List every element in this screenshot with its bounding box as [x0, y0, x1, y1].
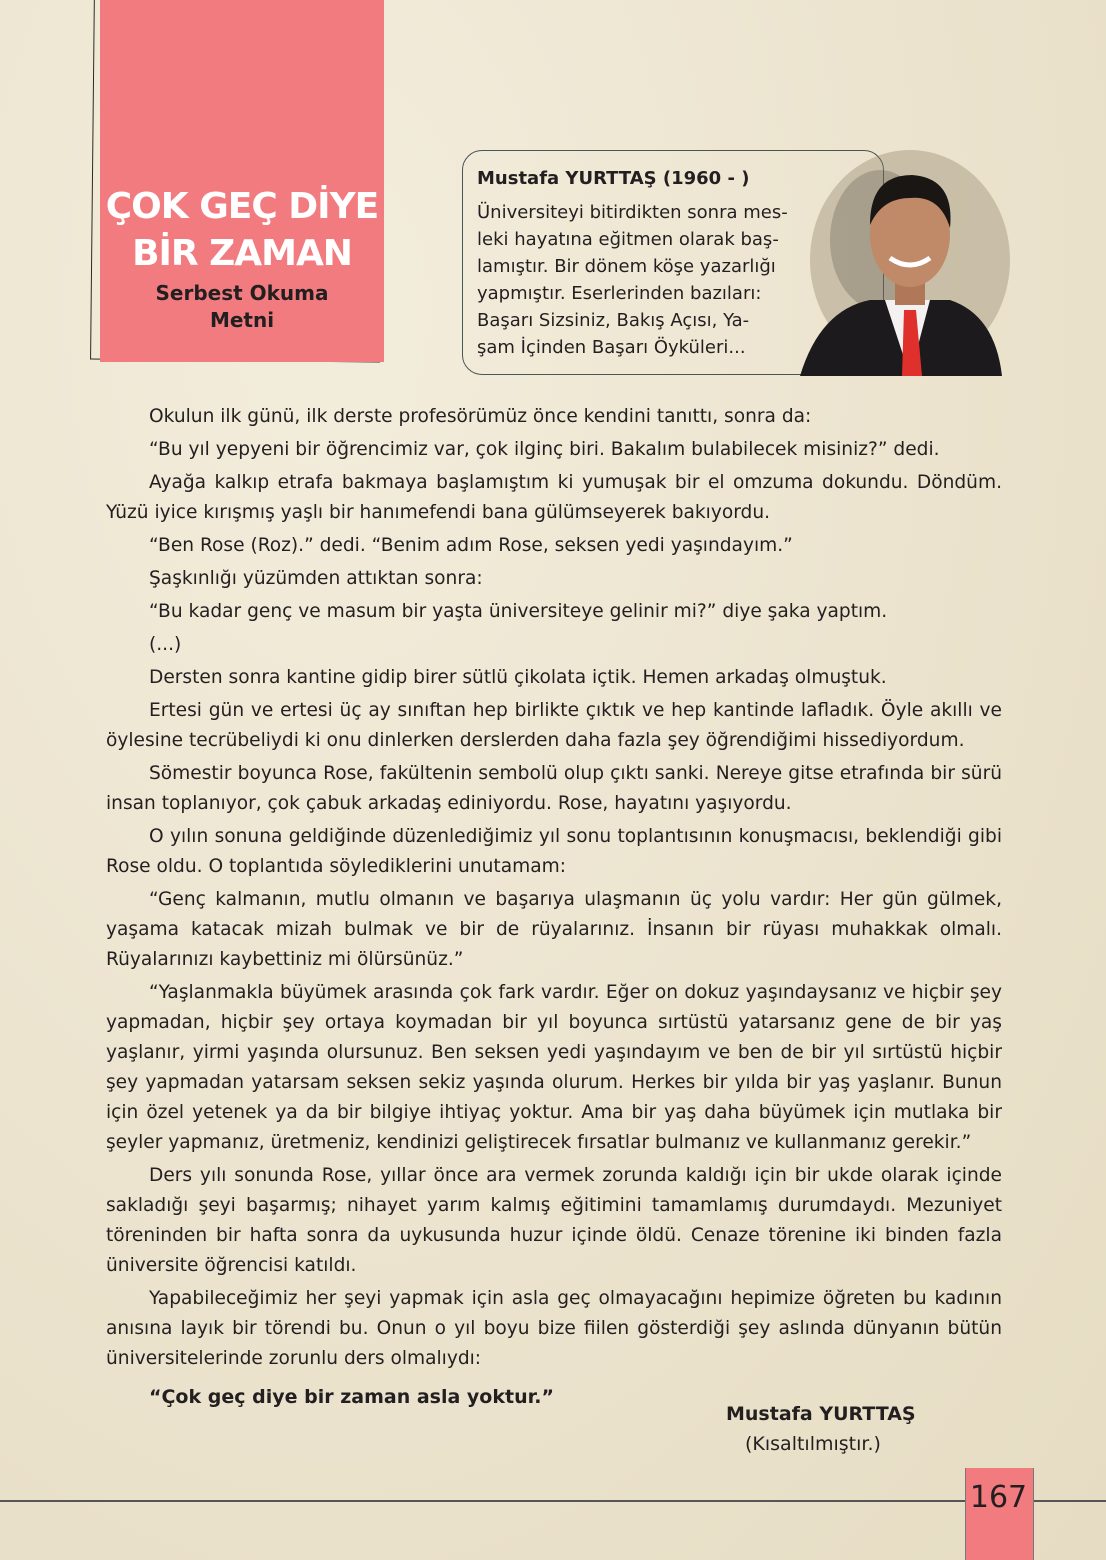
subtitle-line1: Serbest Okuma: [155, 281, 329, 305]
closing-quote: “Çok geç diye bir zaman asla yoktur.”: [149, 1386, 554, 1408]
author-portrait: [790, 140, 1010, 380]
paragraph: Ayağa kalkıp etrafa bakmaya başlamıştım ki yumuşak bir el omzuma dokundu. Döndüm. Yüzü iyice kırışmış yaşlı bir hanımefendi bana gülümseyerek bakıyordu.: [106, 472, 1002, 523]
paragraph: Yapabileceğimiz her şeyi yapmak için asla geç olmayacağını hepimize öğreten bu kadının anısına layık bir törendi bu. Onun o yıl boyu bize fiilen gösterdiği şey aslında dünyanın bütün üniversitelerinde zorunlu ders olmalıydı:: [106, 1288, 1002, 1369]
paragraph: Şaşkınlığı yüzümden attıktan sonra:: [149, 568, 483, 589]
paragraph: “Bu yıl yepyeni bir öğrencimiz var, çok ilginç biri. Bakalım bulabilecek misiniz?” dedi.: [149, 439, 940, 460]
bio-line: yapmıştır. Eserlerinden bazıları:: [477, 283, 762, 304]
paragraph: Okulun ilk günü, ilk derste profesörümüz önce kendini tanıttı, sonra da:: [149, 406, 812, 427]
footer-rule: [0, 1500, 1106, 1502]
story-title: [100, 183, 384, 277]
author-bio: [477, 199, 817, 361]
paragraph: “Bu kadar genç ve masum bir yaşta üniversiteye gelinir mi?” diye şaka yaptım.: [149, 601, 888, 622]
bio-line: lamıştır. Bir dönem köşe yazarlığı: [477, 256, 776, 277]
paragraph: (...): [149, 634, 182, 655]
paragraph: “Ben Rose (Roz).” dedi. “Benim adım Rose, seksen yedi yaşındayım.”: [149, 535, 793, 556]
paragraph: Ertesi gün ve ertesi üç ay sınıftan hep birlikte çıktık ve hep kantinde lafladık. Öyle akıllı ve öylesine tecrübeliydi ki onu dinlerken derslerden daha fazla şey öğrendiğimi hissediyordum.: [106, 700, 1002, 751]
paragraph: Dersten sonra kantine gidip birer sütlü çikolata içtik. Hemen arkadaş olmuştuk.: [149, 667, 887, 688]
page-number: 167: [969, 1480, 1028, 1515]
bio-line: Üniversiteyi bitirdikten sonra mes-: [477, 202, 788, 223]
bio-line: Başarı Sizsiniz, Bakış Açısı, Ya-: [477, 310, 750, 331]
paragraph: Sömestir boyunca Rose, fakültenin sembolü olup çıktı sanki. Nereye gitse etrafında bir sürü insan toplanıyor, çok çabuk arkadaş ediniyordu. Rose, hayatını yaşıyordu.: [106, 763, 1002, 814]
paragraph: Ders yılı sonunda Rose, yıllar önce ara vermek zorunda kaldığı için bir ukde olarak içinde sakladığı şeyi başarmış; nihayet yarım kalmış eğitimini tamamlamış durumdaydı. Mezuniyet töreninden bir hafta sonra da uykusunda huzur içinde öldü. Cenaze törenine iki binden fazla üniversite öğrencisi katıldı.: [106, 1165, 1002, 1276]
story-body: [106, 402, 1002, 1377]
subtitle-line2: Metni: [209, 308, 275, 332]
bio-line: leki hayatına eğitmen olarak baş-: [477, 229, 779, 250]
signature-name: Mustafa YURTTAŞ: [726, 1403, 916, 1425]
author-name: Mustafa YURTTAŞ (1960 - ): [477, 168, 750, 189]
bio-line: şam İçinden Başarı Öyküleri...: [477, 337, 746, 358]
story-title-line2: BİR ZAMAN: [132, 233, 352, 274]
paragraph: “Yaşlanmakla büyümek arasında çok fark vardır. Eğer on dokuz yaşındaysanız ve hiçbir şey yapmadan, hiçbir şey ortaya koymadan bir yıl boyunca sırtüstü yatarsanız gene de bir yaş yaşlanır, yirmi yaşında olursunuz. Ben seksen yedi yaşındayım ve ben de bir yıl sırtüstü hiçbir şey yapmadan yatarsam seksen sekiz yaşında olurum. Herkes bir yılda bir yaş yaşlanır. Bunun için özel yetenek ya da bir bilgiye ihtiyaç yoktur. Ama bir yaş daha büyümek için mutlaka bir şeyler yapmanız, üretmeniz, kendinizi geliştirecek fırsatlar bulmanız ve kullanmanız gerekir.”: [106, 982, 1002, 1153]
paragraph: O yılın sonuna geldiğinde düzenlediğimiz yıl sonu toplantısının konuşmacısı, beklendiği gibi Rose oldu. O toplantıda söylediklerini unutamam:: [106, 826, 1002, 877]
signature-note: (Kısaltılmıştır.): [745, 1433, 881, 1455]
story-subtitle: [100, 280, 384, 334]
paragraph: “Genç kalmanın, mutlu olmanın ve başarıya ulaşmanın üç yolu vardır: Her gün gülmek, yaşama katacak mizah bulmak ve bir de rüyalarınız. İnsanın bir rüyası muhakkak olmalı. Rüyalarınızı kaybettiniz mi ölürsünüz.”: [106, 889, 1002, 970]
story-title-line1: ÇOK GEÇ DİYE: [105, 186, 379, 227]
